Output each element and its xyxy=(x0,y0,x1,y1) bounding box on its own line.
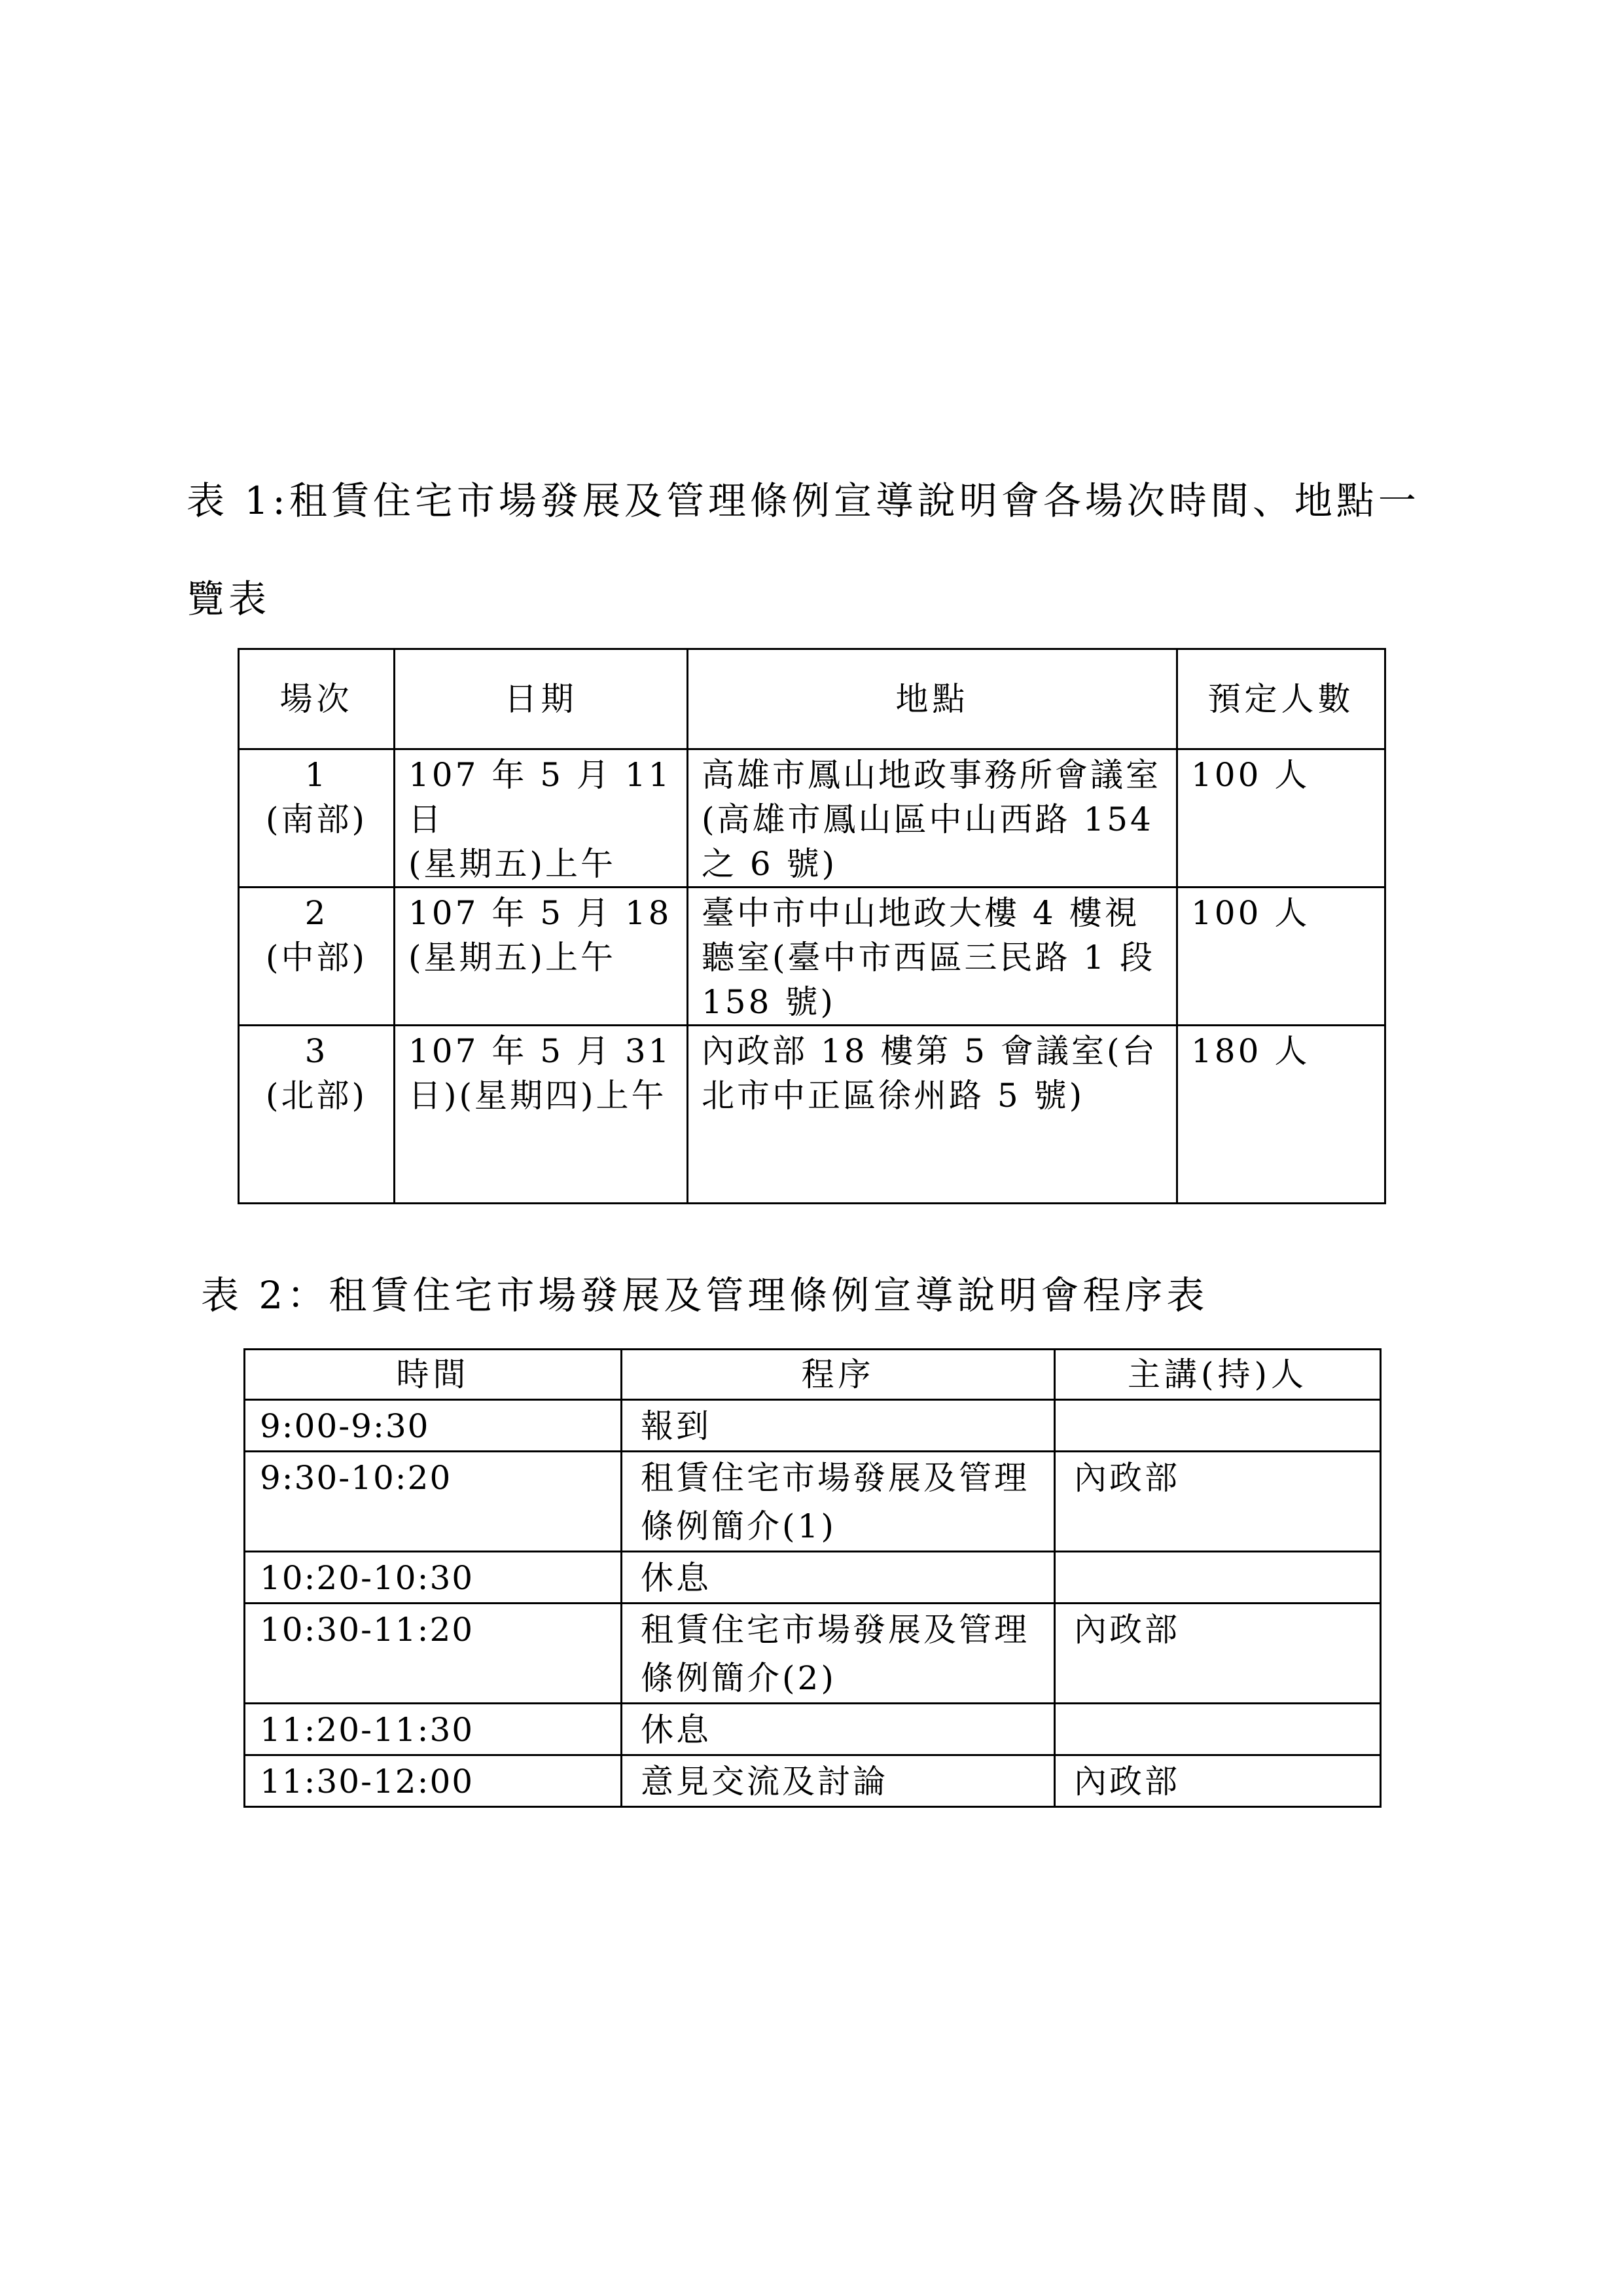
host-cell xyxy=(1055,1704,1381,1755)
table1-header-row xyxy=(239,649,1385,749)
header-procedure: 程序 xyxy=(622,1350,1055,1400)
host-cell: 內政部 xyxy=(1055,1604,1381,1704)
date-cell: 107 年 5 月 18 (星期五)上午 xyxy=(395,888,688,1026)
location-cell: 臺中市中山地政大樓 4 樓視聽室(臺中市西區三民路 1 段 158 號) xyxy=(688,888,1177,1026)
procedure-table xyxy=(243,1348,1382,1808)
time-cell: 9:30-10:20 xyxy=(245,1452,622,1552)
capacity-cell: 180 人 xyxy=(1177,1026,1385,1204)
table-row xyxy=(245,1604,1381,1704)
table2-title: 表 2：租賃住宅市場發展及管理條例宣導說明會程序表 xyxy=(201,1273,1209,1318)
header-time: 時間 xyxy=(245,1350,622,1400)
table-row xyxy=(245,1452,1381,1552)
capacity-cell: 100 人 xyxy=(1177,749,1385,888)
host-cell: 內政部 xyxy=(1055,1755,1381,1807)
host-cell xyxy=(1055,1400,1381,1452)
time-cell: 10:30-11:20 xyxy=(245,1604,622,1704)
header-location: 地點 xyxy=(688,649,1177,749)
table-row xyxy=(239,1026,1385,1204)
procedure-cell: 報到 xyxy=(622,1400,1055,1452)
session-cell: 3 (北部) xyxy=(239,1026,395,1204)
table1-title-line2: 覽表 xyxy=(187,577,271,621)
table1-title-line1: 表 1:租賃住宅市場發展及管理條例宣導說明會各場次時間、地點一 xyxy=(187,478,1420,523)
header-date: 日期 xyxy=(395,649,688,749)
header-capacity: 預定人數 xyxy=(1177,649,1385,749)
table-row xyxy=(245,1400,1381,1452)
procedure-cell: 休息 xyxy=(622,1704,1055,1755)
table-row xyxy=(245,1704,1381,1755)
procedure-cell: 租賃住宅市場發展及管理條例簡介(2) xyxy=(622,1604,1055,1704)
host-cell xyxy=(1055,1552,1381,1604)
session-cell: 1 (南部) xyxy=(239,749,395,888)
location-cell: 內政部 18 樓第 5 會議室(台北市中正區徐州路 5 號) xyxy=(688,1026,1177,1204)
table-row xyxy=(245,1755,1381,1807)
table-row xyxy=(245,1552,1381,1604)
time-cell: 11:30-12:00 xyxy=(245,1755,622,1807)
date-cell: 107 年 5 月 11 日 (星期五)上午 xyxy=(395,749,688,888)
table-row xyxy=(239,749,1385,888)
time-cell: 9:00-9:30 xyxy=(245,1400,622,1452)
location-cell: 高雄市鳳山地政事務所會議室(高雄市鳳山區中山西路 154 之 6 號) xyxy=(688,749,1177,888)
table-row xyxy=(239,888,1385,1026)
header-session: 場次 xyxy=(239,649,395,749)
time-cell: 10:20-10:30 xyxy=(245,1552,622,1604)
table2-header-row xyxy=(245,1350,1381,1400)
header-host: 主講(持)人 xyxy=(1055,1350,1381,1400)
procedure-cell: 意見交流及討論 xyxy=(622,1755,1055,1807)
procedure-cell: 租賃住宅市場發展及管理條例簡介(1) xyxy=(622,1452,1055,1552)
session-cell: 2 (中部) xyxy=(239,888,395,1026)
date-cell: 107 年 5 月 31 日)(星期四)上午 xyxy=(395,1026,688,1204)
host-cell: 內政部 xyxy=(1055,1452,1381,1552)
time-cell: 11:20-11:30 xyxy=(245,1704,622,1755)
session-schedule-table xyxy=(238,648,1386,1204)
capacity-cell: 100 人 xyxy=(1177,888,1385,1026)
procedure-cell: 休息 xyxy=(622,1552,1055,1604)
